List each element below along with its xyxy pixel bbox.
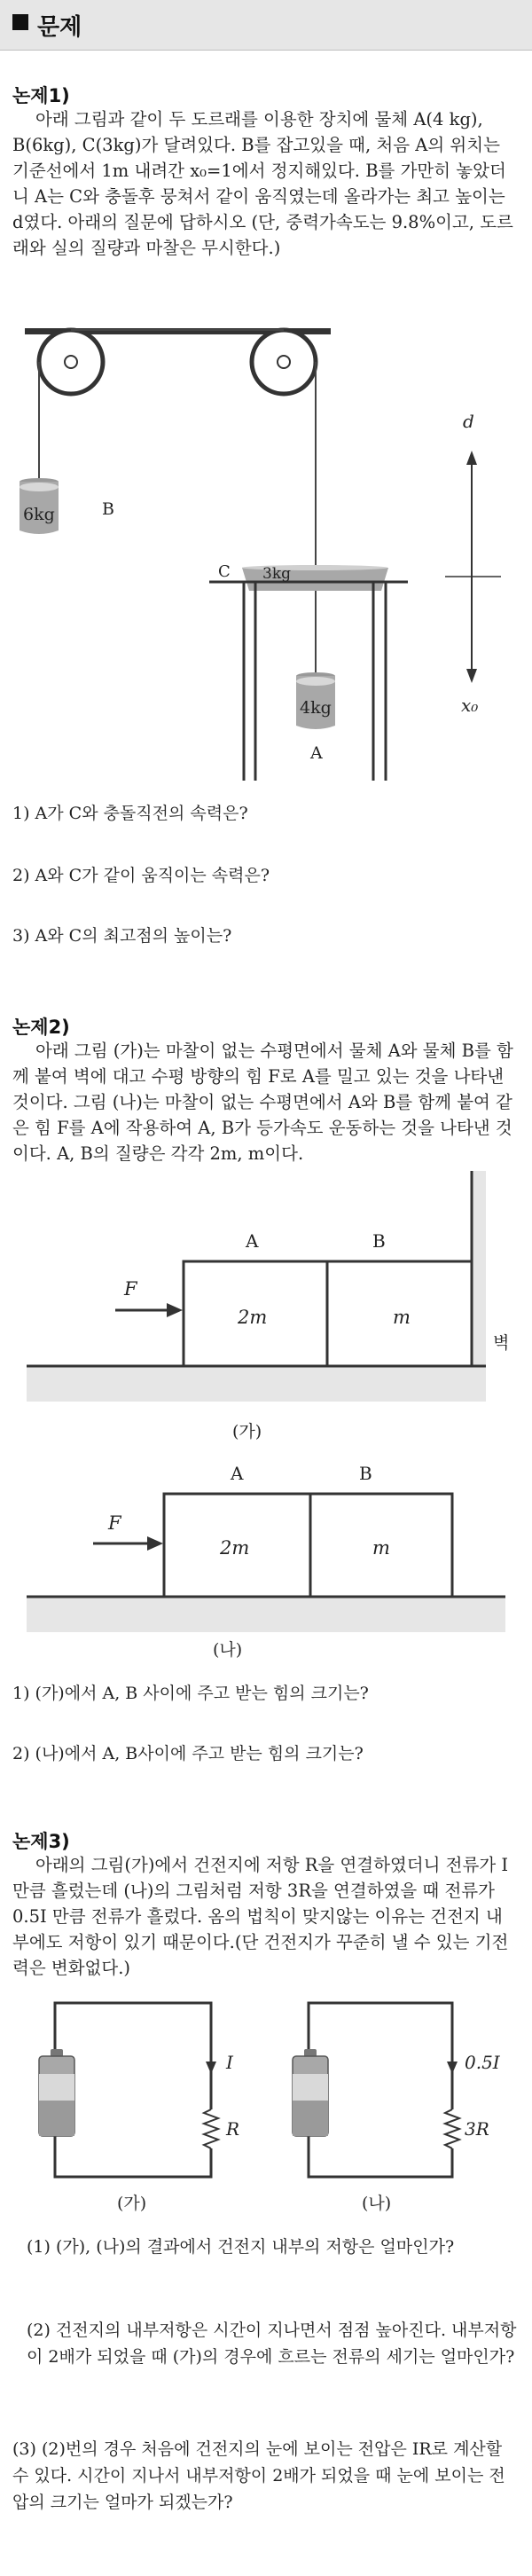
problem1-question-2: 2) A와 C가 같이 움직이는 속력은? bbox=[12, 866, 270, 885]
problem3-question-2: (2) 건전지의 내부저항은 시간이 지나면서 점점 높아진다. 내부저항이 2배가 되었을 때 (가)의 경우에 흐르는 전류의 세기는 얼마인가? bbox=[27, 2321, 517, 2367]
na-mass-b: m bbox=[372, 1537, 390, 1559]
problem2-question-1: 1) (가)에서 A, B 사이에 주고 받는 힘의 크기는? bbox=[12, 1684, 369, 1703]
plate-c-label: C bbox=[218, 562, 231, 581]
problem2-question-2: 2) (나)에서 A, B사이에 주고 받는 힘의 크기는? bbox=[12, 1744, 364, 1763]
na-force-label: F bbox=[108, 1512, 121, 1534]
current-na-label: 0.5I bbox=[465, 2052, 500, 2073]
problem2-title: 논제2) bbox=[12, 1017, 70, 1038]
block-a-label: A bbox=[310, 743, 323, 763]
na-label-a: A bbox=[231, 1463, 244, 1484]
square-bullet-icon bbox=[12, 14, 28, 30]
ga-force-label: F bbox=[124, 1278, 137, 1300]
block-b-label: B bbox=[102, 499, 114, 519]
axis-d-label: d bbox=[463, 411, 474, 432]
circuit-figures bbox=[0, 1987, 532, 2218]
problem3-text: 아래의 그림(가)에서 건전지에 저항 R을 연결하였더니 전류가 I 만큼 흘렀는데 (나)의 그림처럼 저항 3R을 연결하였을 때 전류가 0.5I 만큼 전류가 흘렀다. 옴의 법칙이 맞지않는 이유는 건전지 내부에도 저항이 있기 때문이다.(단 건전지가 꾸준히 낼 수 있는 기전력은 변화없다.) bbox=[12, 1855, 509, 1978]
resistor-na-label: 3R bbox=[465, 2118, 489, 2140]
wall bbox=[472, 1171, 486, 1368]
problem3-title: 논제3) bbox=[12, 1831, 70, 1852]
svg-text:(나): (나) bbox=[213, 1640, 243, 1660]
circuit-ga bbox=[39, 2003, 239, 2213]
block-b-mass: 6kg bbox=[23, 505, 55, 524]
ga-mass-a: 2m bbox=[238, 1307, 268, 1328]
problem3-question-1: (1) (가), (나)의 결과에서 건전지 내부의 저항은 얼마인가? bbox=[27, 2237, 455, 2257]
problem3-question-3: (3) (2)번의 경우 처음에 건전지의 눈에 보이는 전압은 IR로 계산할 수 있다. 시간이 지나서 내부저항이 2배가 되었을 때 눈에 보이는 전압의 크기는 얼마가 되겠는가? bbox=[12, 2439, 505, 2512]
circuit-ga-caption: (가) bbox=[117, 2194, 147, 2213]
problem1-question-1: 1) A가 C와 충돌직전의 속력은? bbox=[12, 804, 248, 823]
floor-ga bbox=[27, 1366, 486, 1402]
svg-text:(가): (가) bbox=[232, 1422, 262, 1441]
circuit-na bbox=[293, 2003, 501, 2213]
circuit-na-caption: (나) bbox=[362, 2194, 392, 2213]
axis-x0-label: x₀ bbox=[461, 695, 479, 716]
block-a-mass: 4kg bbox=[300, 698, 332, 718]
plate-c-mass: 3kg bbox=[262, 565, 291, 583]
problem2-text: 아래 그림 (가)는 마찰이 없는 수평면에서 물체 A와 물체 B를 함께 붙여 벽에 대고 수평 방향의 힘 F로 A를 밀고 있는 것을 나타낸 것이다. 그림 (나)는 마찰이 없는 수평면에서 A와 B를 함께 붙여 같은 힘 F를 A에 작용하여 A, B가 등가속도 운동하는 것을 나타낸 것이다. A, B의 질량은 각각 2m, m이다. bbox=[12, 1041, 513, 1164]
resistor-ga-label: R bbox=[226, 2118, 240, 2140]
figure-ga bbox=[0, 1171, 532, 1402]
current-ga-label: I bbox=[226, 2052, 233, 2073]
caption-na bbox=[0, 1637, 532, 1664]
na-label-b: B bbox=[359, 1463, 372, 1484]
caption-ga bbox=[0, 1419, 532, 1446]
problem1-text: 아래 그림과 같이 두 도르래를 이용한 장치에 물체 A(4 kg), B(6kg), C(3kg)가 달려있다. B를 잡고있을 때, 처음 A의 위치는 기준선에서 1m 내려간 x₀=1에서 정지해있다. B를 가만히 놓았더니 A는 C와 충돌후 뭉쳐서 같이 움직였는데 올라가는 최고 높이는 d였다. 아래의 질문에 답하시오 (단, 중력가속도는 9.8%이고, 도르래와 실의 질량과 마찰은 무시한다.) bbox=[12, 109, 513, 258]
ga-label-a: A bbox=[246, 1230, 259, 1252]
wall-label: 벽 bbox=[493, 1333, 510, 1353]
problem1-title: 논제1) bbox=[12, 85, 70, 106]
section-header bbox=[0, 0, 532, 51]
ga-label-b: B bbox=[372, 1230, 386, 1252]
figure-na bbox=[0, 1462, 532, 1639]
problem1-question-3: 3) A와 C의 최고점의 높이는? bbox=[12, 926, 232, 946]
floor-na bbox=[27, 1597, 505, 1632]
pulley-figure bbox=[0, 319, 532, 781]
na-mass-a: 2m bbox=[220, 1537, 250, 1559]
section-title: 문제 bbox=[37, 14, 82, 41]
ga-mass-b: m bbox=[393, 1307, 411, 1328]
